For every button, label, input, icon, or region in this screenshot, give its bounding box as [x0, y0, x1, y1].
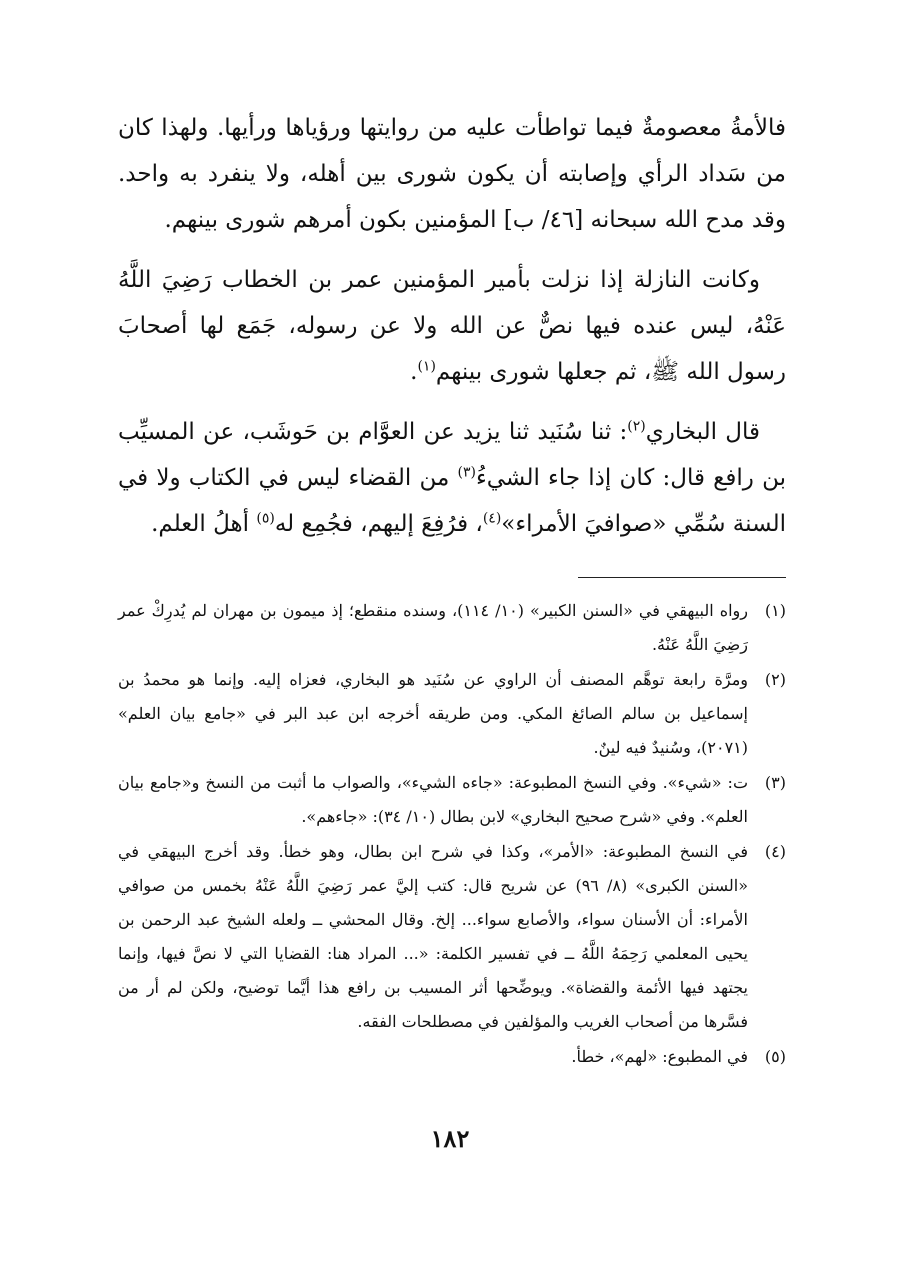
footnote-text: رواه البيهقي في «السنن الكبير» (١٠/ ١١٤)، وسنده منقطع؛ إذ ميمون بن مهران لم يُدرِكْ عمر رَضِيَ اللَّهُ عَنْهُ. — [118, 601, 748, 654]
footnote-text: ت: «شيء». وفي النسخ المطبوعة: «جاءه الشيء»، والصواب ما أثبت من النسخ و«جامع بيان العلم». وفي «شرح صحيح البخاري» لابن بطال (١٠/ ٣٤): «جاءهم». — [118, 773, 748, 826]
footnote-ref-3[interactable]: (٣) — [457, 464, 476, 481]
footnote-number: (١) — [764, 601, 786, 620]
paragraph-3 — [118, 409, 786, 547]
footnote-number: (٢) — [764, 670, 786, 689]
paragraph-3-part-d: ، فرُفِعَ إليهم، فجُمِع له — [274, 511, 483, 537]
footnote-ref-1[interactable]: (١) — [417, 358, 436, 375]
paragraph-1: فالأمةُ معصومةٌ فيما تواطأت عليه من روايتها ورؤياها ورأيها. ولهذا كان من سَداد الرأي وإصابته أن يكون شورى بين أهله، ولا ينفرد به واحد. وقد مدح الله سبحانه [٤٦/ ب] المؤمنين بكون أمرهم شورى بينهم. — [118, 115, 786, 233]
footnote-number: (٤) — [764, 842, 786, 861]
paragraph-2 — [118, 257, 786, 395]
paragraph-3-part-e: أهلُ العلم. — [151, 511, 257, 537]
footnote-ref-2[interactable]: (٢) — [627, 418, 646, 435]
footnote-text: ومرَّة رابعة توهَّم المصنف أن الراوي عن سُنَيد هو البخاري، فعزاه إليه. وإنما هو محمدُ بن إسماعيل بن سالم الصائغ المكي. ومن طريقه أخرجه ابن عبد البر في «جامع بيان العلم» (٢٠٧١)، وسُنيدٌ فيه لينٌ. — [118, 670, 748, 757]
paragraph-2-text: وكانت النازلة إذا نزلت بأمير المؤمنين عمر بن الخطاب رَضِيَ اللَّهُ عَنْهُ، ليس عنده فيها نصٌّ عن الله ولا عن رسوله، جَمَع لها أصحابَ رسول الله ﷺ، ثم جعلها شورى بينهم — [118, 267, 786, 385]
footnote-ref-5[interactable]: (٥) — [256, 510, 275, 527]
book-page — [118, 105, 786, 1075]
footnote-separator — [578, 577, 786, 578]
footnote-1 — [118, 594, 786, 662]
paragraph-3-part-c: من القضاء ليس في الكتاب ولا في السنة سُمِّي «صوافيَ الأمراء» — [118, 465, 786, 537]
footnote-number: (٣) — [764, 773, 786, 792]
page-number: ١٨٢ — [430, 1124, 470, 1153]
footnote-3 — [118, 766, 786, 834]
main-text — [118, 105, 786, 547]
footnote-4 — [118, 835, 786, 1039]
footnote-text: في النسخ المطبوعة: «الأمر»، وكذا في شرح ابن بطال، وهو خطأ. وقد أخرج البيهقي في «السنن الكبرى» (٨/ ٩٦) عن شريح قال: كتب إليَّ عمر رَضِيَ اللَّهُ عَنْهُ بخمس من صوافي الأمراء: أن الأسنان سواء، والأصابع سواء... إلخ. وقال المحشي ــ ولعله الشيخ عبد الرحمن بن يحيى المعلمي رَحِمَهُ اللَّهُ ــ في تفسير الكلمة: «... المراد هنا: القضايا التي لا نصَّ فيها، وإنما يجتهد فيها الأئمة والقضاة». ويوضِّحها أثر المسيب بن رافع هذا أيَّما توضيح، ولكن لم أر من فسَّرها من أصحاب الغريب والمؤلفين في مصطلحات الفقه. — [118, 842, 748, 1031]
paragraph-3-part-a: قال البخاري — [645, 419, 760, 445]
footnote-5 — [118, 1040, 786, 1074]
footnote-number: (٥) — [764, 1047, 786, 1066]
footnotes — [118, 594, 786, 1074]
paragraph-3-part-b: : ثنا سُنَيد ثنا يزيد عن العوَّام بن حَوشَب، عن المسيِّب بن رافع قال: كان إذا جاء الشيءُ — [118, 419, 786, 491]
footnote-2 — [118, 663, 786, 765]
paragraph-2-end: . — [410, 359, 418, 385]
footnote-ref-4[interactable]: (٤) — [482, 510, 502, 527]
footnote-text: في المطبوع: «لهم»، خطأ. — [571, 1047, 748, 1066]
